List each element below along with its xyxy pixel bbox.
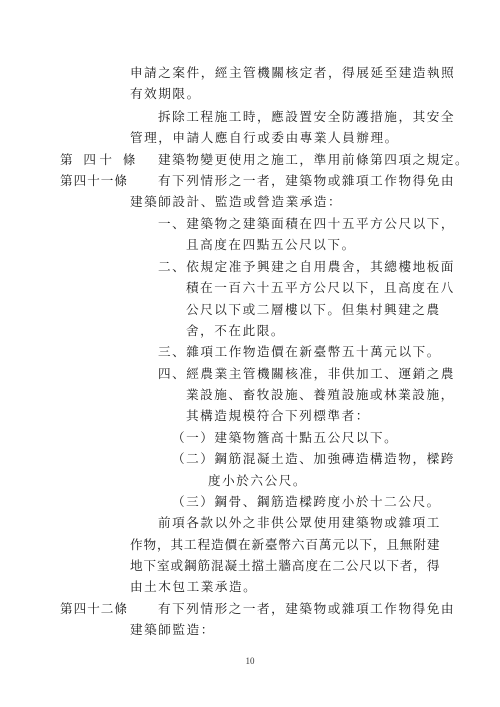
text-line: 積在一百六十五平方公尺以下，且高度在八 <box>186 280 455 295</box>
text-line: 作物，其工程造價在新臺幣六百萬元以下，且無附建 <box>130 537 441 552</box>
page-number: 10 <box>245 656 255 666</box>
text-line: 建築物變更使用之施工，準用前條第四項之規定。 <box>158 152 470 167</box>
text-line: （三）鋼骨、鋼筋造樑跨度小於十二公尺。 <box>172 494 441 509</box>
text-line: 且高度在四點五公尺以下。 <box>186 237 356 252</box>
text-line: 一、建築物之建築面積在四十五平方公尺以下， <box>158 216 456 231</box>
text-line: 拆除工程施工時，應設置安全防護措施，其安全 <box>158 109 456 124</box>
text-line: 申請之案件，經主管機關核定者，得展延至建造執照 <box>130 65 456 80</box>
text-line: 四、經農業主管機關核准，非供加工、運銷之農 <box>158 366 456 381</box>
text-line: （二）鋼筋混凝土造、加強磚造構造物，樑跨 <box>172 451 455 466</box>
article-label: 第四十一條 <box>60 173 128 188</box>
text-line: 三、雜項工作物造價在新臺幣五十萬元以下。 <box>158 344 441 359</box>
text-line: 有下列情形之一者，建築物或雜項工作物得免由 <box>158 173 456 188</box>
text-line: 建築師監造： <box>130 622 215 637</box>
text-line: 管理，申請人應自行或委由專業人員辦理。 <box>130 130 399 145</box>
text-line: 地下室或鋼筋混凝土擋土牆高度在二公尺以下者，得 <box>130 558 441 573</box>
text-line: 公尺以下或二層樓以下。但集村興建之農 <box>186 302 441 317</box>
text-line: 舍，不在此限。 <box>186 323 286 338</box>
article-label: 第 四十 條 <box>60 152 139 167</box>
article-label: 第四十二條 <box>60 601 128 616</box>
text-line: 前項各款以外之非供公眾使用建築物或雜項工 <box>158 515 441 530</box>
text-line: 建築師設計、監造或營造業承造： <box>130 194 343 209</box>
text-line: 其構造規模符合下列標準者： <box>186 408 370 423</box>
text-line: 有下列情形之一者，建築物或雜項工作物得免由 <box>158 601 456 616</box>
text-line: （一）建築物簷高十點五公尺以下。 <box>172 430 399 445</box>
text-line: 由土木包工業承造。 <box>130 579 258 594</box>
text-line: 業設施、畜牧設施、養殖設施或林業設施， <box>186 387 455 402</box>
text-line: 度小於六公尺。 <box>208 473 308 488</box>
text-line: 二、依規定准予興建之自用農舍，其總樓地板面 <box>158 259 456 274</box>
text-line: 有效期限。 <box>130 86 201 101</box>
